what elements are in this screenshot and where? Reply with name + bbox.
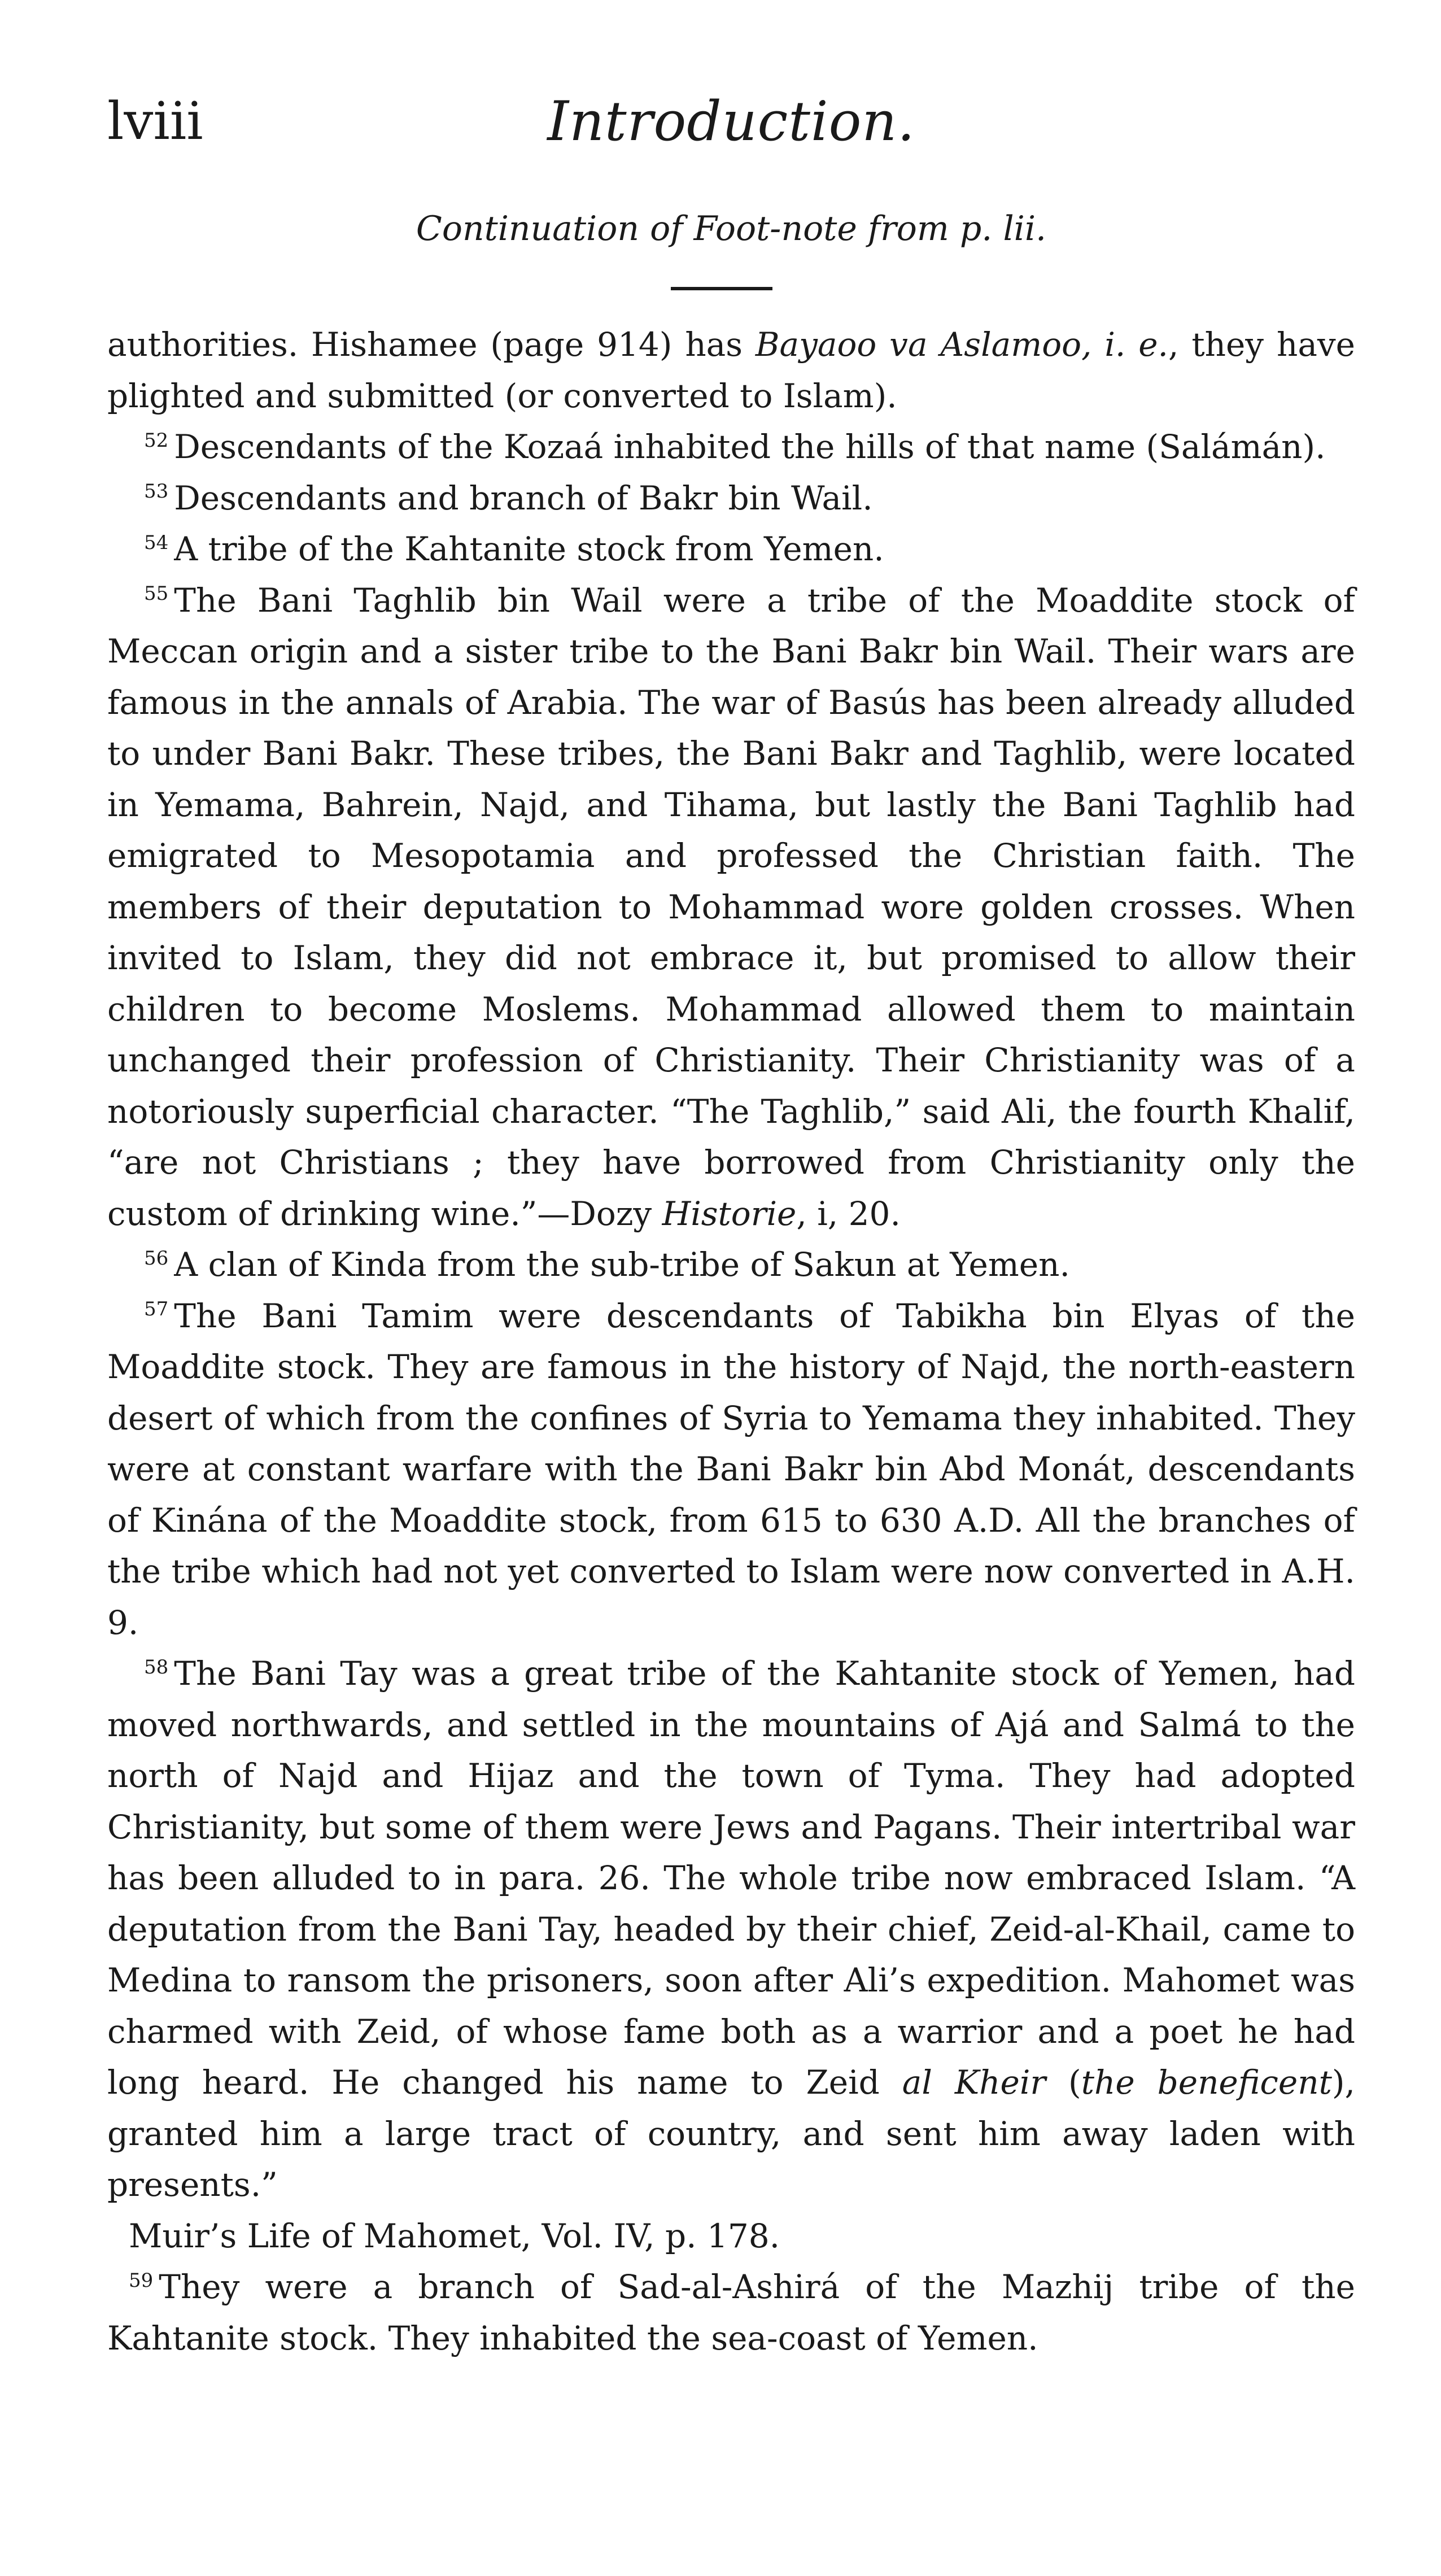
paragraph-continuation: authorities. Hishamee (page 914) has Bayaoo va Aslamoo, i. e., they have plighted and submitted (or converted to Islam). (107, 325, 1355, 415)
footnote-body (107, 319, 1355, 2364)
footnote-52: $^{52}$ Descendants of the Kozaá inhabited the hills of that name (Salámán). (144, 428, 1326, 466)
footnote-number: 54 (144, 531, 169, 554)
italic-phrase: the beneficent (1081, 2063, 1332, 2102)
footnote-number: 57 (144, 1298, 169, 1321)
divider-rule (671, 287, 772, 290)
citation-line: Muir’s Life of Mahomet, Vol. IV, p. 178. (129, 2216, 780, 2255)
footnote-54: $^{54}$ A tribe of the Kahtanite stock from Yemen. (144, 530, 884, 568)
footnote-number: 52 (144, 429, 169, 452)
footnote-number: 56 (144, 1246, 169, 1270)
page-number: lviii (107, 91, 203, 151)
footnote-58: $^{58}$ The Bani Tay was a great tribe of the Kahtanite stock of Yemen, had moved northwards, and settled in the mountains of Ajá and Salmá to the north of Najd and Hijaz and the town of Tyma. They had adopted Christianity, but some of them were Jews and Pagans. Their intertribal war has been alluded to in para. 26. The whole tribe now embraced Islam. “A deputation from the Bani Tay, headed by their chief, Zeid-al-Khail, came to Medina to ransom the prisoners, soon after Ali’s expedition. Mahomet was charmed with Zeid, of whose fame both as a warrior and a poet he had long heard. He changed his name to Zeid al Kheir (the beneficent), granted him a large tract of country, and sent him away laden with presents.” (107, 1654, 1355, 2204)
footnote-53: $^{53}$ Descendants and branch of Bakr bin Wail. (144, 478, 873, 517)
footnote-number: 53 (144, 480, 169, 503)
footnote-55: $^{55}$ The Bani Taghlib bin Wail were a tribe of the Moaddite stock of Meccan origin and a sister tribe to the Bani Bakr bin Wail. Their wars are famous in the annals of Arabia. The war of Basús has been already alluded to under Bani Bakr. These tribes, the Bani Bakr and Taghlib, were located in Yemama, Bahrein, Najd, and Tihama, but lastly the Bani Taghlib had emigrated to Mesopotamia and professed the Christian faith. The members of their deputation to Mohammad wore golden crosses. When invited to Islam, they did not embrace it, but promised to allow their children to become Moslems. Mohammad allowed them to maintain unchanged their profession of Christianity. Their Christianity was of a notoriously superficial character. “The Taghlib,” said Ali, the fourth Khalif, “are not Christians ; they have borrowed from Christianity only the custom of drinking wine.”—Dozy Historie, i, 20. (107, 581, 1355, 1233)
footnote-number: 58 (144, 1655, 169, 1679)
running-title: Introduction. (547, 90, 915, 153)
italic-phrase: Bayaoo va Aslamoo, i. e. (755, 325, 1168, 364)
footnote-56: $^{56}$ A clan of Kinda from the sub-tribe of Sakun at Yemen. (144, 1245, 1070, 1284)
italic-phrase: Historie (662, 1194, 797, 1233)
page-header (107, 85, 1355, 158)
italic-phrase: al Kheir (902, 2063, 1046, 2102)
footnote-number: 59 (129, 2269, 154, 2292)
continuation-heading: Continuation of Foot-note from p. lii. (416, 209, 1047, 249)
footnote-57: $^{57}$ The Bani Tamim were descendants of Tabikha bin Elyas of the Moaddite stock. They are famous in the history of Najd, the north-eastern desert of which from the confines of Syria to Yemama they inhabited. They were at constant warfare with the Bani Bakr bin Abd Monát, descendants of Kinána of the Moaddite stock, from 615 to 630 A.D. All the branches of the tribe which had not yet converted to Islam were now converted in A.H. 9. (107, 1296, 1355, 1642)
footnote-number: 55 (144, 582, 169, 605)
footnote-59: $^{59}$ They were a branch of Sad-al-Ashirá of the Mazhij tribe of the Kahtanite stock. They inhabited the sea-coast of Yemen. (107, 2268, 1355, 2357)
